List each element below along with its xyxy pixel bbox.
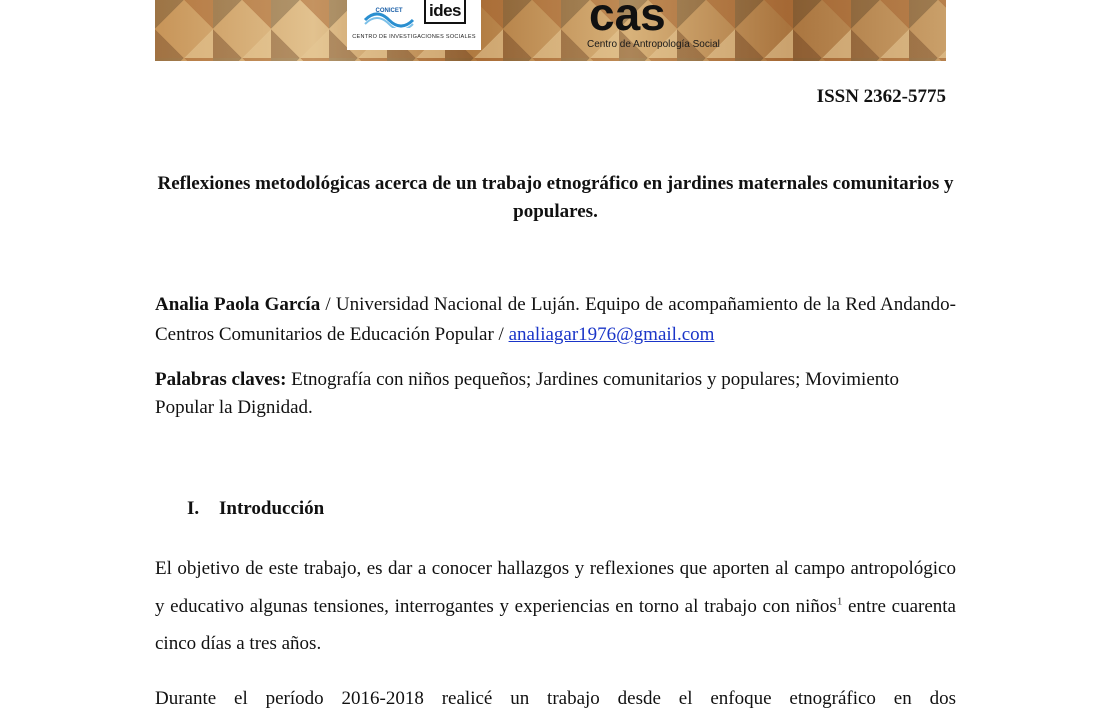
svg-text:cas: cas (589, 0, 666, 40)
keywords-text: Etnografía con niños pequeños; Jardines comunitarios y populares; Movimiento Popular la Dignidad. (155, 369, 900, 418)
intro-text-end: entre cuarenta cinco días a tres años. (155, 595, 956, 654)
intro-paragraph (155, 550, 956, 663)
header-banner (155, 0, 946, 61)
cis-caption: CENTRO DE INVESTIGACIONES SOCIALES (352, 34, 476, 40)
author-block (155, 290, 956, 350)
section-number: I. (187, 498, 200, 519)
author-affiliation: / Universidad Nacional de Luján. Equipo de acompañamiento de la Red Andando- Centros Comunitarios de Educación Popular / (155, 294, 957, 345)
institution-logos (347, 0, 481, 50)
author-email-link[interactable]: analiagar1976@gmail.com (508, 324, 715, 345)
article-title: Reflexiones metodológicas acerca de un trabajo etnográfico en jardines maternales comunitarios y populares. (157, 173, 954, 222)
issn-label: ISSN 2362-5775 (816, 86, 946, 107)
cas-caption: Centro de Antropología Social (587, 39, 720, 50)
second-paragraph-start: Durante el período 2016-2018 realicé un trabajo desde el enfoque etnográfico en dos (155, 688, 956, 709)
author-name: Analia Paola García (155, 294, 321, 315)
intro-text: El objetivo de este trabajo, es dar a conocer hallazgos y reflexiones que aporten al campo antropológico y educativo algunas tensiones, interrogantes y experiencias en torno al trabajo con niños (155, 558, 956, 617)
svg-text:CONICET: CONICET (375, 8, 403, 14)
cas-logo-icon (587, 0, 707, 40)
ides-logo: ides (424, 0, 466, 24)
footnote-mark[interactable]: 1 (836, 595, 843, 608)
section-title: Introducción (219, 498, 325, 519)
keywords-block (155, 366, 956, 422)
conicet-logo-icon (359, 6, 419, 28)
section-heading (187, 498, 324, 520)
keywords-label: Palabras claves: (155, 369, 287, 390)
